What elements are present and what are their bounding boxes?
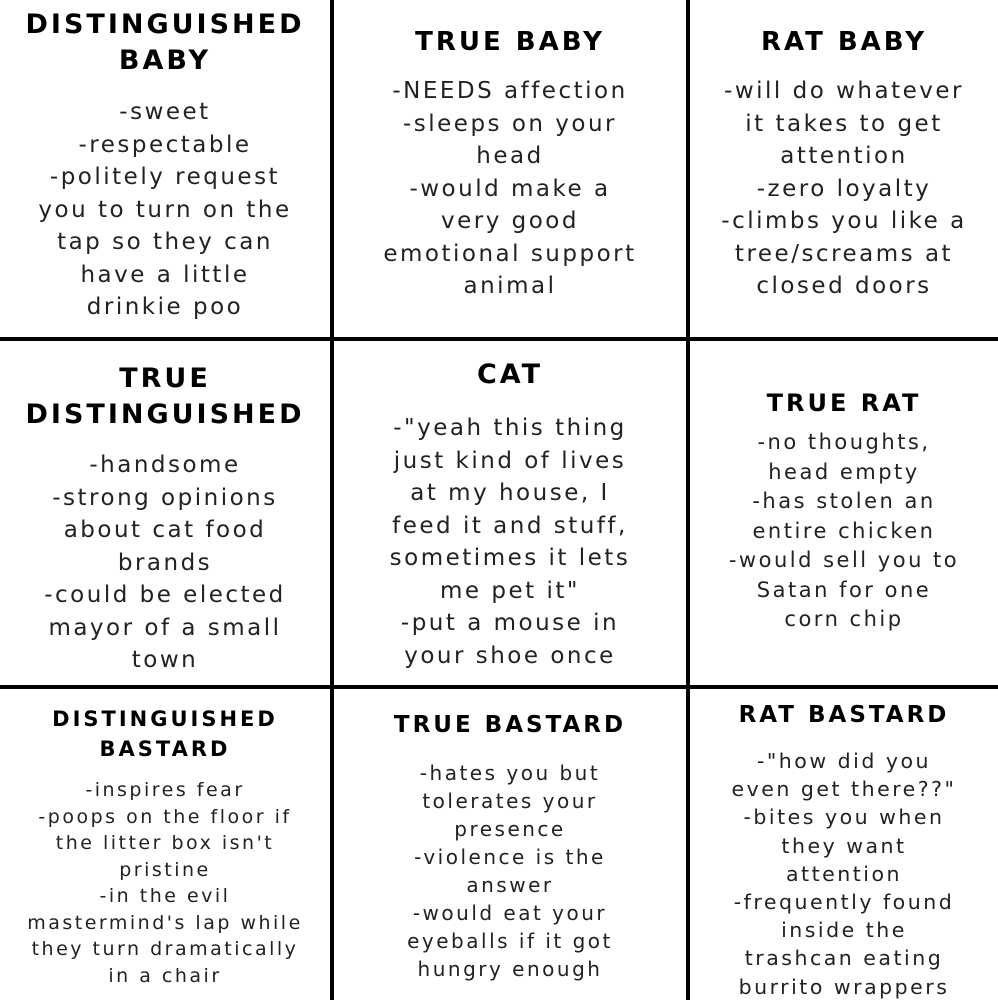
cell-distinguished-bastard xyxy=(0,689,330,1000)
cell-title: RAT BASTARD xyxy=(738,702,950,728)
cell-title: CAT xyxy=(476,359,544,390)
cell-cat xyxy=(334,341,686,685)
cell-description: -sweet -respectable -politely request you to turn on the tap so they can have a little drinkie poo xyxy=(38,99,292,320)
cell-title: TRUE DISTINGUISHED xyxy=(25,363,305,430)
cell-true-distinguished xyxy=(0,341,330,685)
cell-title: DISTINGUISHED BABY xyxy=(25,9,305,76)
cell-distinguished-baby xyxy=(0,0,330,337)
cell-true-baby xyxy=(334,0,686,337)
cell-title: TRUE RAT xyxy=(766,389,922,417)
cell-true-rat xyxy=(690,341,998,685)
cell-title: TRUE BABY xyxy=(415,27,605,57)
cell-description: -NEEDS affection -sleeps on your head -would make a very good emotional support animal xyxy=(383,78,637,299)
cell-description: -will do whatever it takes to get attention -zero loyalty -climbs you like a tree/screams at closed doors xyxy=(721,78,967,299)
cell-description: -"yeah this thing just kind of lives at my house, I feed it and stuff, sometimes it lets me pet it" -put a mouse in your shoe once xyxy=(389,415,631,669)
cell-description: -handsome -strong opinions about cat food brands -could be elected mayor of a small town xyxy=(44,452,286,673)
cell-description: -inspires fear -poops on the floor if the litter box isn't pristine -in the evil mastermind's lap while they turn dramatically in a chair xyxy=(27,779,303,987)
cell-description: -hates you but tolerates your presence -violence is the answer -would eat your eyeballs if it got hungry enough xyxy=(407,761,613,981)
cell-description: -"how did you even get there??" -bites you when they want attention -frequently found inside the trashcan eating burrito wrappers xyxy=(731,749,957,999)
cell-rat-baby xyxy=(690,0,998,337)
cell-title: TRUE BASTARD xyxy=(393,712,627,738)
cell-title: DISTINGUISHED BASTARD xyxy=(52,707,278,761)
cell-description: -no thoughts, head empty -has stolen an entire chicken -would sell you to Satan for one corn chip xyxy=(728,430,960,631)
cell-title: RAT BABY xyxy=(760,27,928,57)
cell-rat-bastard xyxy=(690,689,998,1000)
cell-true-bastard xyxy=(334,689,686,1000)
